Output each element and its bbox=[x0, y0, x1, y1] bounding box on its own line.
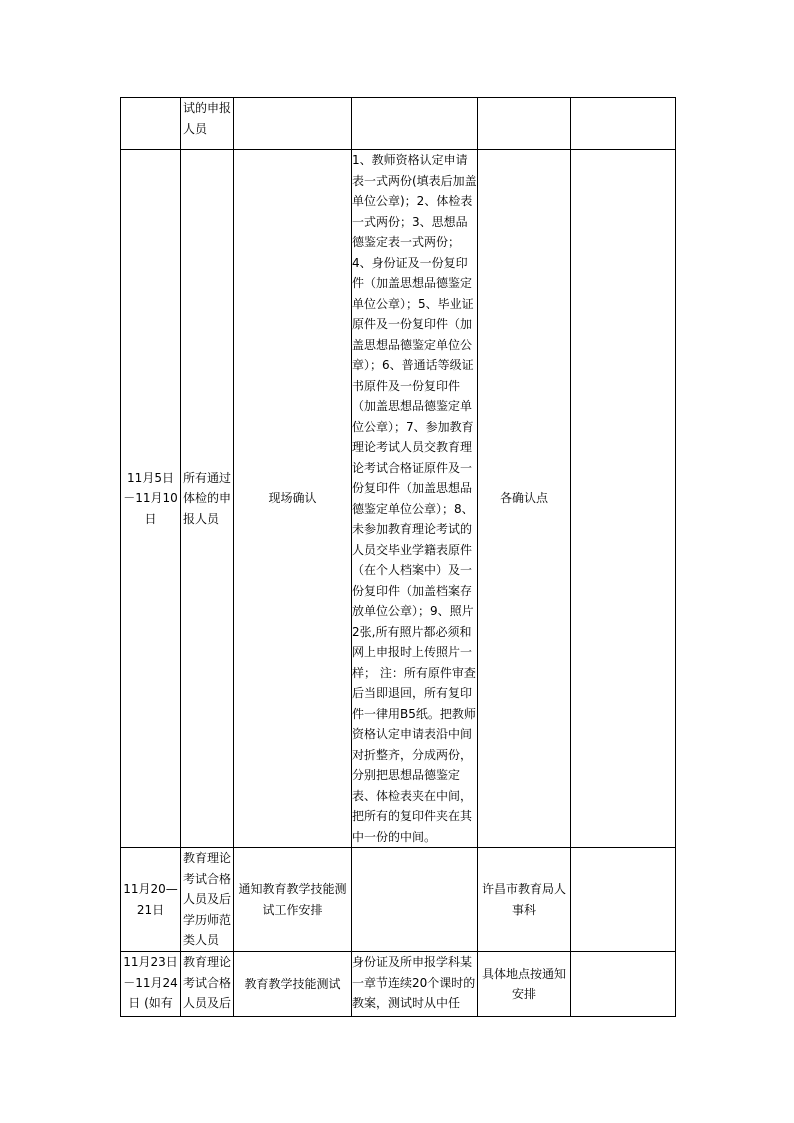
table-row bbox=[121, 150, 676, 848]
item-cell bbox=[234, 98, 352, 150]
materials-text: 1、教师资格认定申请表一式两份(填表后加盖单位公章)；2、体检表一式两份；3、思想品德鉴定表一式两份；4、身份证及一份复印件（加盖思想品德鉴定单位公章）；5、毕业证原件及一份复印件（加盖思想品德鉴定单位公章）；6、普通话等级证书原件及一份复印件（加盖思想品德鉴定单位公章）；7、参加教育理论考试人员交教育理论考试合格证原件及一份复印件（加盖思想品德鉴定单位公章）；8、未参加教育理论考试的人员交毕业学籍表原件（在个人档案中）及一份复印件（加盖档案存放单位公章）；9、照片2张,所有照片都必须和网上申报时上传照片一样； 注：所有原件审查后当即退回，所有复印件一律用B5纸。把教师资格认定申请表沿中间对折整齐，分成两份，分别把思想品德鉴定表、体检表夹在中间，把所有的复印件夹在其中一份的中间。 bbox=[352, 153, 477, 844]
table-row bbox=[121, 848, 676, 952]
location-cell: 许昌市教育局人事科 bbox=[478, 848, 571, 952]
date-cell bbox=[121, 98, 181, 150]
target-cell: 教育理论考试合格人员及后学历师范类人员 bbox=[181, 848, 234, 952]
date-cell: 11月23日－11月24日 (如有 bbox=[121, 952, 181, 1017]
materials-cell bbox=[352, 848, 478, 952]
location-cell: 具体地点按通知安排 bbox=[478, 952, 571, 1017]
materials-cell: 身份证及所申报学科某一章节连续20个课时的教案，测试时从中任 bbox=[352, 952, 478, 1017]
location-cell bbox=[478, 98, 571, 150]
target-cell: 教育理论考试合格人员及后 bbox=[181, 952, 234, 1017]
target-cell: 试的申报人员 bbox=[181, 98, 234, 150]
schedule-table bbox=[120, 97, 676, 1017]
table-row bbox=[121, 98, 676, 150]
materials-cell bbox=[352, 150, 478, 848]
date-cell: 11月5日－11月10日 bbox=[121, 150, 181, 848]
materials-cell bbox=[352, 98, 478, 150]
note-cell bbox=[571, 150, 676, 848]
target-cell: 所有通过体检的申报人员 bbox=[181, 150, 234, 848]
item-cell: 现场确认 bbox=[234, 150, 352, 848]
item-cell: 通知教育教学技能测试工作安排 bbox=[234, 848, 352, 952]
table-row bbox=[121, 952, 676, 1017]
note-cell bbox=[571, 952, 676, 1017]
note-cell bbox=[571, 848, 676, 952]
note-cell bbox=[571, 98, 676, 150]
location-cell: 各确认点 bbox=[478, 150, 571, 848]
item-cell: 教育教学技能测试 bbox=[234, 952, 352, 1017]
date-cell: 11月20—21日 bbox=[121, 848, 181, 952]
